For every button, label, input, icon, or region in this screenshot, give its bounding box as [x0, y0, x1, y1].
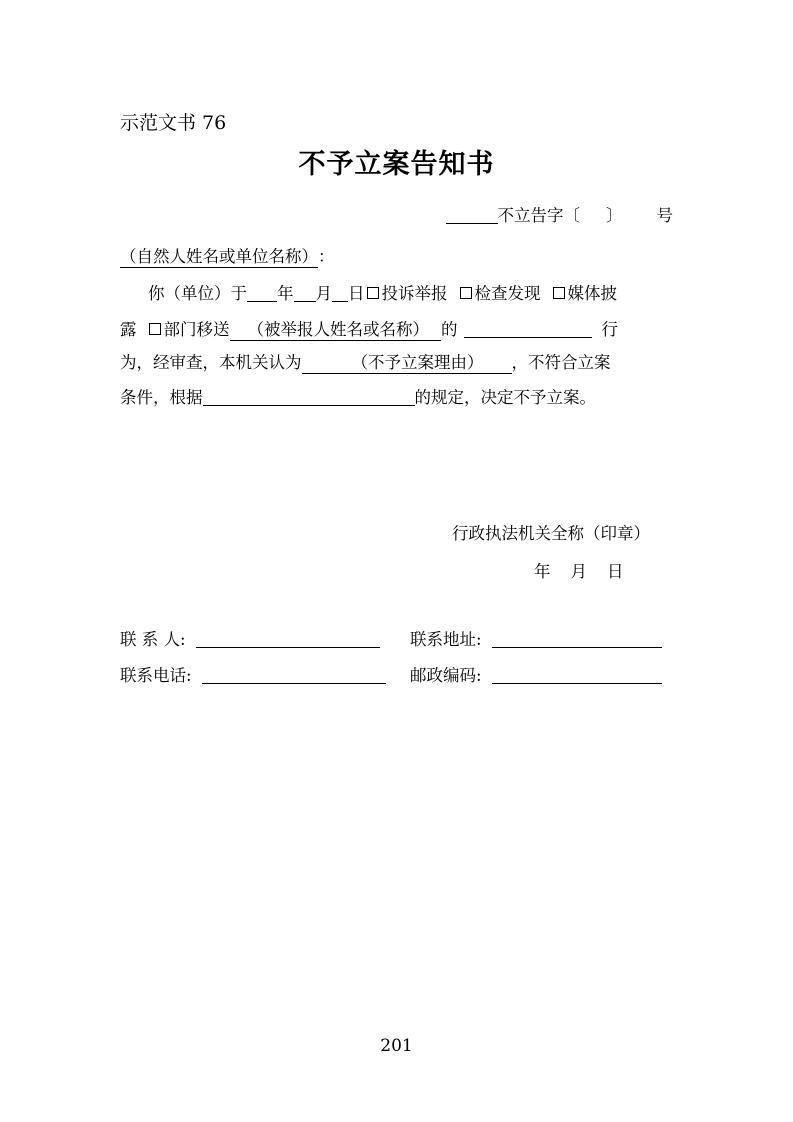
- reported-party-field: （被举报人姓名或名称）: [230, 320, 442, 341]
- postcode-label: 邮政编码:: [410, 666, 482, 685]
- day-blank: [332, 283, 348, 302]
- option-complaint-label: 投诉举报: [381, 284, 448, 303]
- body-text-1a: 你（单位）于: [148, 284, 247, 303]
- body-text-3a: 为，经审查，本机关认为: [120, 353, 302, 372]
- page-title: 不予立案告知书: [298, 149, 495, 180]
- document-number: [446, 205, 674, 227]
- checkbox-transfer[interactable]: [149, 323, 161, 335]
- postcode-row: [410, 665, 662, 687]
- body-line-1: [148, 283, 617, 305]
- body-text-3b: ，不符合立案: [511, 353, 611, 372]
- year-blank: [247, 283, 277, 302]
- doc-number-prefix-blank: [446, 205, 498, 224]
- postcode-field[interactable]: [492, 665, 662, 684]
- page-number: 201: [380, 1036, 413, 1056]
- addressee-line: [120, 246, 335, 268]
- body-text-2a: 露: [120, 320, 137, 339]
- body-line-3: [120, 352, 611, 374]
- body-text-4a: 条件，根据: [120, 388, 203, 407]
- month-blank: [294, 283, 316, 302]
- behavior-blank: [464, 319, 592, 338]
- body-line-2: [120, 319, 618, 341]
- checkbox-media[interactable]: [553, 287, 565, 299]
- day-text: 日: [348, 284, 365, 303]
- contact-address-field[interactable]: [492, 629, 662, 648]
- agency-signature: 行政执法机关全称（印章）: [452, 524, 650, 543]
- reason-field: （不予立案理由）: [302, 353, 512, 374]
- option-media-label: 媒体披: [567, 284, 617, 303]
- doc-number-suffix: 不立告字〔: [497, 206, 580, 225]
- option-transfer-label: 部门移送: [163, 320, 230, 339]
- document-label: 示范文书 76: [120, 112, 227, 134]
- contact-phone-field[interactable]: [202, 665, 386, 684]
- contact-address-label: 联系地址:: [410, 630, 482, 649]
- signature-month: 月: [570, 562, 587, 581]
- doc-number-hao: 号: [656, 206, 673, 225]
- addressee-colon: ：: [318, 247, 335, 266]
- month-text: 月: [315, 284, 332, 303]
- checkbox-complaint[interactable]: [367, 287, 379, 299]
- body-text-de: 的: [441, 320, 458, 339]
- contact-phone-row: [120, 665, 386, 687]
- year-text: 年: [277, 284, 294, 303]
- contact-address-row: [410, 629, 662, 651]
- legal-basis-blank: [203, 387, 415, 406]
- body-text-xing: 行: [601, 320, 618, 339]
- body-line-4: [120, 387, 596, 409]
- signature-date: [534, 561, 624, 583]
- doc-number-bracket-close: 〕: [606, 206, 623, 225]
- checkbox-inspection[interactable]: [460, 287, 472, 299]
- body-text-4b: 的规定，决定不予立案。: [414, 388, 596, 407]
- signature-year: 年: [534, 562, 551, 581]
- contact-phone-label: 联系电话:: [120, 666, 192, 685]
- contact-person-field[interactable]: [196, 629, 380, 648]
- option-inspection-label: 检查发现: [474, 284, 541, 303]
- addressee-field: （自然人姓名或单位名称）: [120, 247, 318, 266]
- signature-day: 日: [607, 562, 624, 581]
- contact-person-row: [120, 629, 380, 651]
- contact-person-label: 联 系 人:: [120, 630, 186, 649]
